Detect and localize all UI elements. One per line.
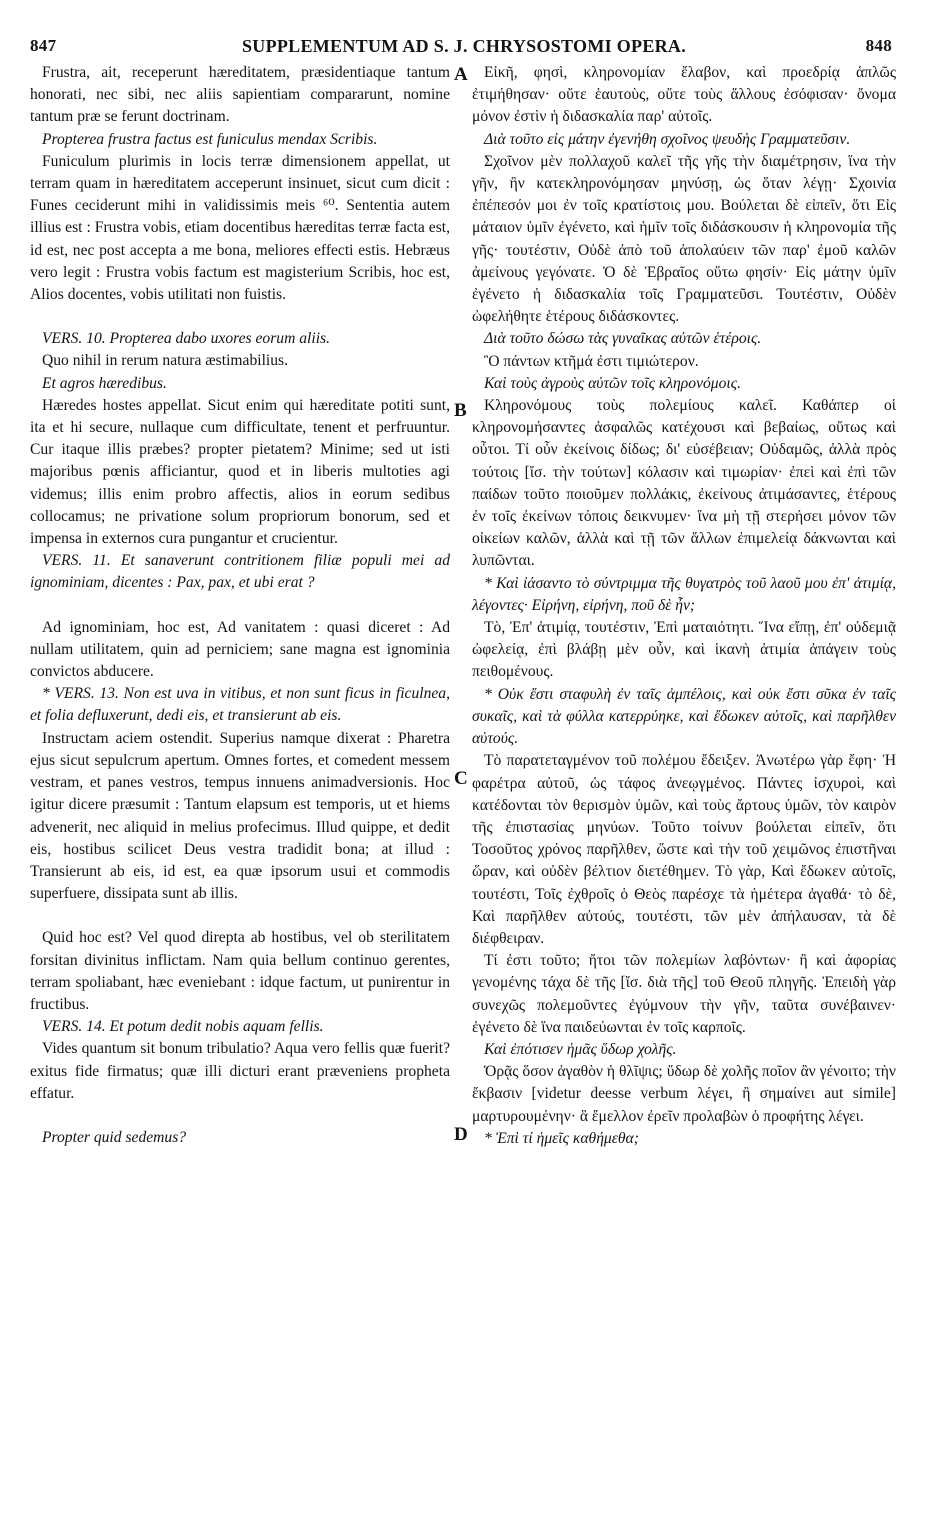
right-page-number: 848 bbox=[865, 36, 892, 55]
latin-lemma: Propter quid sedemus? bbox=[42, 1128, 187, 1146]
running-title: SUPPLEMENTUM AD S. J. CHRYSOSTOMI OPERA. bbox=[241, 36, 687, 56]
greek-paragraph: Ὁρᾷς ὅσον ἀγαθὸν ἡ θλῖψις; ὕδωρ δὲ χολῆς ποῖον ἂν γένοιτο; τὴν ἔκβασιν [videtur deesse verbum λέγει, ἢ σημαίνει aut simile] μαρτυρουμένην· ἃ ἔμελλον ἐρεῖν προλαβὼν ὁ προφήτης λέγει. bbox=[472, 1063, 896, 1125]
section-marker-b: B bbox=[454, 400, 467, 421]
latin-paragraph: Frustra, ait, receperunt hæreditatem, præsidentiaque tantum honorati, nec sibi, nec aliis sapientiam compararunt, nomine tantum præ se ferunt doctrinam. bbox=[30, 64, 450, 126]
greek-paragraph: Ὃ πάντων κτῆμά ἐστι τιμιώτερον. bbox=[484, 352, 699, 370]
greek-lemma: Διὰ τοῦτο δώσω τὰς γυναῖκας αὐτῶν ἑτέροις. bbox=[484, 330, 762, 348]
latin-paragraph: Vides quantum sit bonum tribulatio? Aqua vero fellis quæ fuerit? exitus fide firmatus; quæ illi dicturi erant præveniens propheta effatur. bbox=[30, 1040, 450, 1102]
latin-column bbox=[30, 62, 450, 1149]
section-marker-d: D bbox=[454, 1124, 468, 1145]
greek-paragraph: Εἰκῆ, φησὶ, κληρονομίαν ἔλαβον, καὶ προεδρίᾳ ἁπλῶς ἐτιμήθησαν· οὔτε ἑαυτοὺς, οὔτε τοὺς ἄλλους ἐσόφισαν· ὄνομα μόνον ἐστὶν ἡ διδασκαλία παρ' αὐτοῖς. bbox=[472, 64, 896, 126]
greek-lemma: * Οὐκ ἔστι σταφυλὴ ἐν ταῖς ἀμπέλοις, καὶ οὐκ ἔστι σῦκα ἐν ταῖς συκαῖς, καὶ τὰ φύλλα κατερρύηκε, καὶ ἔδωκεν αὐτοῖς, καὶ παρῆλθεν αὐτούς. bbox=[472, 685, 896, 748]
latin-paragraph: Ad ignominiam, hoc est, Ad vanitatem : quasi diceret : Ad nullam utilitatem, quin ad perniciem; sane magna est ignominia convictos abducere. bbox=[30, 618, 450, 681]
latin-spacer bbox=[30, 905, 450, 927]
greek-lemma: Διὰ τοῦτο εἰς μάτην ἐγενήθη σχοῖνος ψευδὴς Γραμματεῦσιν. bbox=[484, 130, 851, 148]
greek-lemma: * Ἐπὶ τί ἡμεῖς καθήμεθα; bbox=[484, 1129, 639, 1147]
latin-verse-heading: VERS. 14. Et potum dedit nobis aquam fellis. bbox=[42, 1018, 324, 1036]
latin-verse-heading: * VERS. 13. Non est uva in vitibus, et non sunt ficus in ficulnea, et folia defluxerunt, dedi eis, et transierunt ab eis. bbox=[30, 685, 450, 725]
greek-column bbox=[472, 62, 896, 1150]
latin-verse-heading: VERS. 11. Et sanaverunt contritionem filiæ populi mei ad ignominiam, dicentes : Pax, pax, et ubi erat ? bbox=[30, 552, 450, 592]
greek-paragraph: Τὸ, Ἐπ' ἀτιμίᾳ, τουτέστιν, Ἐπὶ ματαιότητι. Ἵνα εἴπῃ, ἐπ' οὐδεμιᾷ ὠφελείᾳ, ἐπὶ βλάβῃ μὲν οὖν, καὶ ἱκανὴ ἀτιμία ἀπάγειν τοὺς πειθομένους. bbox=[472, 619, 896, 681]
latin-paragraph: Instructam aciem ostendit. Superius namque dixerat : Pharetra ejus sicut sepulcrum apertum. Omnes fortes, et comedent messem vestram, et panes vestros, tempus innuens animadversionis. Hoc igitur dicere præsumit : Tantum elapsum est temporis, ut et hiems advenerit, nec aliquid in melius profecimus. Illud quippe, et dedit eis, hostibus scilicet Deus vestra tradidit bona; at illud : Transierunt ab eis, id est, ea quæ ipsorum usui et commodis superfuere, dissipata sunt ab illis. bbox=[30, 729, 450, 903]
greek-paragraph: Σχοῖνον μὲν πολλαχοῦ καλεῖ τῆς γῆς τὴν διαμέτρησιν, ἵνα τὴν γῆν, ἣν κατεκληρονόμησαν μηνύσῃ, ὡς ὅταν λέγῃ· Σχοινία ἐπέπεσόν μοι ἐν τοῖς κρατίστοις μου. Βούλεται δὲ εἰπεῖν, ὅτι Εἰς μάταιον ὑμῖν ἐγένετο, καὶ ἡμῖν τοῖς διδάσκουσιν ἡ κληρονομία τῆς γῆς· τουτέστιν, Οὐδὲ ἀπὸ τοῦ ἀπολαύειν τῶν παρ' ἐμοῦ καλῶν ἀμείνους γεγόνατε. Ὁ δὲ Ἑβραῖος οὕτω φησίν· Εἰς μάτην ὑμῖν ἐγένετο ἡ διδασκαλία τοῖς Γραμματεῦσι. Τουτέστιν, Οὐδὲν ὠφελήθητε ἑτέρους διδάσκοντες. bbox=[472, 152, 896, 326]
greek-paragraph: Κληρονόμους τοὺς πολεμίους καλεῖ. Καθάπερ οἱ κληρονομήσαντες ἀσφαλῶς κατέχουσι καὶ βεβαίως, οὕτως καὶ οὗτοι. Τί οὖν ἐκείνοις δίδως; δι' εὐσέβειαν; Οὐδαμῶς, ἀλλὰ πρὸς τούτοις [ἴσ. τὴν τούτων] κόλασιν καὶ τιμωρίαν· ἐπεὶ καὶ ἐπὶ τῶν παίδων τοῦτο ποιοῦμεν πολλάκις, ἐκείνους ἀτιμάσαντες, ἑτέρους ἐν τοῖς ἐκείνων τόποις δεικνυμεν· ἵνα μὴ τῇ στερήσει μόνον τῶν οἰκείων καλῶν, ἀλλὰ καὶ τῇ τῶν ἄλλων ἐπιμελείᾳ δάκνωνται καὶ λυπῶνται. bbox=[472, 397, 896, 570]
greek-lemma: Καὶ τοὺς ἀγροὺς αὐτῶν τοῖς κληρονόμοις. bbox=[484, 374, 741, 392]
greek-lemma: Καὶ ἐπότισεν ἡμᾶς ὕδωρ χολῆς. bbox=[484, 1040, 677, 1058]
latin-lemma: Propterea frustra factus est funiculus mendax Scribis. bbox=[42, 130, 378, 148]
greek-paragraph: Τί ἐστι τοῦτο; ἤτοι τῶν πολεμίων λαβόντων· ἢ καὶ ἀφορίας γενομένης τάχα δὲ τῆς [ἴσ. διὰ τῆς] τοῦ Θεοῦ πληγῆς. Ἐπειδὴ γὰρ συνεχῶς πολεμοῦντες ἐγύμνουν τὴν γῆν, ταῦτα συνέβαινεν· ἐγένετο δὲ ἵνα παιδεύωνται ἐν τοῖς καρποῖς. bbox=[472, 952, 896, 1036]
latin-spacer bbox=[30, 1105, 450, 1127]
latin-lemma: Et agros hæredibus. bbox=[42, 374, 167, 392]
latin-paragraph: Funiculum plurimis in locis terræ dimensionem appellat, ut terram quam in hæreditatem acceperunt insinuet, sicut cum dicit : Funes ceciderunt mihi in validissimis meis ⁶⁰. Sententia autem illius est : Frustra vobis, etiam docentibus hæreditas terræ facta est, id est, nec post accepta a me bona, meliores effecti estis. Hebræus vero legit : Frustra vobis factum est magisterium Scribis, hoc est, Alios docentes, vobis utilitati non fuistis. bbox=[30, 152, 450, 304]
section-marker-c: C bbox=[454, 768, 468, 789]
latin-paragraph: Quid hoc est? Vel quod direpta ab hostibus, vel ob sterilitatem forsitan divinitus inflictam. Nam quia bellum continuo gerentes, terram spoliabant, hæc eveniebant : idque factum, ut punirentur in fructibus. bbox=[30, 929, 450, 1013]
section-marker-a: A bbox=[454, 64, 468, 85]
latin-spacer bbox=[30, 306, 450, 328]
latin-verse-heading: VERS. 10. Propterea dabo uxores eorum aliis. bbox=[42, 330, 331, 348]
latin-paragraph: Hæredes hostes appellat. Sicut enim qui hæreditate potiti sunt, ita et hi secure, nullaque cum difficultate, tenent et perfruuntur. Cur itaque illis præbes? propter pietatem? Minime; sed ut isti majoribus pœnis afficiantur, quod et in liberis multoties agi videmus; illis enim probro affectis, alios in eorum sedibus collocamus; ne privatione solum propriorum bonorum, sed et impensa in externos cura pungantur et crucientur. bbox=[30, 396, 450, 548]
left-page-number: 847 bbox=[30, 36, 57, 55]
latin-paragraph: Quo nihil in rerum natura æstimabilius. bbox=[42, 352, 289, 370]
greek-paragraph: Τὸ παρατεταγμένον τοῦ πολέμου ἔδειξεν. Ἀνωτέρω γὰρ ἔφη· Ἡ φαρέτρα αὐτοῦ, ὡς τάφος ἀνεῳγμένος. Πάντες ἰσχυροὶ, καὶ κατέδονται τὸν θερισμὸν ὑμῶν, καὶ τοὺς ἄρτους ὑμῶν, τὸν καιρὸν τῆς ἐπιστασίας μηνύων. Τοῦτο τοίνυν βούλεται εἰπεῖν, ὅτι Τοσοῦτος χρόνος παρῆλθεν, ὥστε καὶ τὴν τοῦ χειμῶνος ἐπιστῆναι ὥραν, καὶ οὐδὲν βέλτιον διετέθημεν. Τὸ γὰρ, Καὶ ἔδωκεν αὐτοῖς, τουτέστι, Τοῖς ἐχθροῖς ὁ Θεὸς παρέσχε τὰ ἡμέτερα ἀγαθά· τὸ δὲ, Καὶ παρῆλθεν αὐτούς, τουτέστι, τῶν μὲν ἀπήλαυσαν, τὰ δὲ διέφθειραν. bbox=[472, 752, 896, 947]
greek-lemma: * Καὶ ἰάσαντο τὸ σύντριμμα τῆς θυγατρὸς τοῦ λαοῦ μου ἐπ' ἀτιμίᾳ, λέγοντες· Εἰρήνη, εἰρήνη, ποῦ δὲ ἦν; bbox=[472, 574, 896, 614]
latin-spacer bbox=[30, 595, 450, 617]
